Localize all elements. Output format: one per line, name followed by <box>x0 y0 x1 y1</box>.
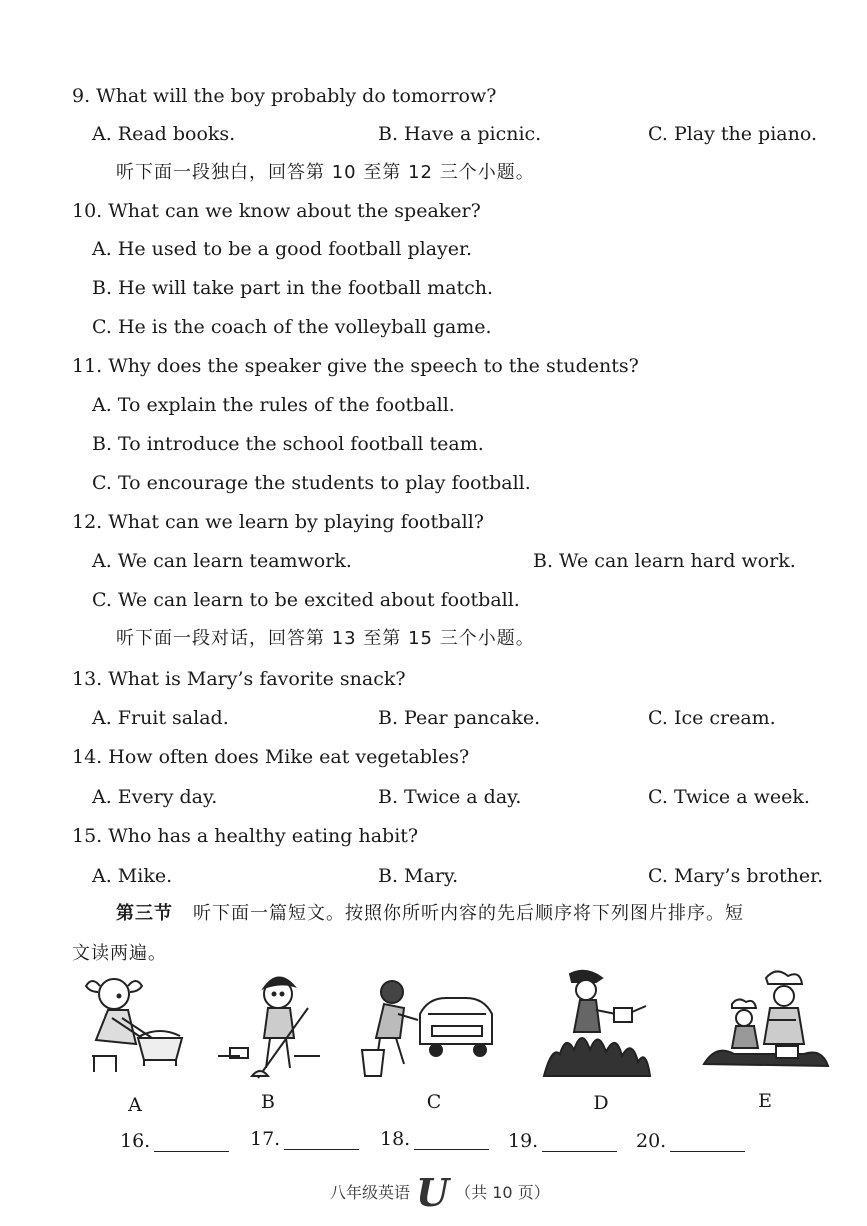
section-3-heading: 第三节 <box>116 903 173 924</box>
question-12-option-c: C. We can learn to be excited about football. <box>92 589 520 611</box>
question-10-option-b: B. He will take part in the football match. <box>92 277 494 299</box>
question-14-option-c: C. Twice a week. <box>648 786 810 808</box>
section-3-instruction <box>116 902 744 926</box>
question-9-stem: 9. What will the boy probably do tomorrow? <box>72 85 497 107</box>
answer-18 <box>380 1128 489 1150</box>
answer-number: 17. <box>250 1128 281 1150</box>
footer-page-count: （共 10 页） <box>455 1183 550 1202</box>
answer-blank-20[interactable] <box>670 1133 745 1152</box>
man-washing-car-icon <box>354 974 494 1082</box>
boy-sweeping-floor-icon <box>218 972 322 1084</box>
question-15-option-b: B. Mary. <box>378 865 459 887</box>
question-12-stem: 12. What can we learn by playing football? <box>72 511 484 533</box>
page-footer <box>330 1170 550 1215</box>
question-9-option-b: B. Have a picnic. <box>378 123 542 145</box>
question-13-option-a: A. Fruit salad. <box>92 707 229 729</box>
instruction-dialogue: 听下面一段对话，回答第 13 至第 15 三个小题。 <box>116 628 535 649</box>
question-10-option-c: C. He is the coach of the volleyball game. <box>92 316 492 338</box>
section-3-text-line2: 文读两遍。 <box>72 943 167 964</box>
picture-label-c: C <box>426 1091 442 1113</box>
answer-number: 20. <box>636 1130 667 1152</box>
question-12-option-b: B. We can learn hard work. <box>533 550 796 572</box>
question-11-option-b: B. To introduce the school football team. <box>92 433 484 455</box>
question-14-option-b: B. Twice a day. <box>378 786 522 808</box>
answer-16 <box>120 1130 229 1152</box>
section-3-text-line1: 听下面一篇短文。按照你所听内容的先后顺序将下列图片排序。短 <box>193 903 744 924</box>
footer-page-mark: U <box>416 1170 450 1215</box>
question-14-option-a: A. Every day. <box>92 786 218 808</box>
answer-20 <box>636 1130 745 1152</box>
instruction-monologue: 听下面一段独白，回答第 10 至第 12 三个小题。 <box>116 162 535 183</box>
question-10-option-a: A. He used to be a good football player. <box>92 238 473 260</box>
answer-19 <box>508 1130 617 1152</box>
picture-label-b: B <box>261 1091 275 1113</box>
question-15-stem: 15. Who has a healthy eating habit? <box>72 825 419 847</box>
answer-number: 19. <box>508 1130 539 1152</box>
children-cooking-icon <box>702 968 830 1078</box>
girl-watering-plants-icon <box>536 968 660 1084</box>
footer-subject: 八年级英语 <box>330 1183 411 1202</box>
picture-label-d: D <box>593 1092 609 1114</box>
question-12-option-a: A. We can learn teamwork. <box>92 550 352 572</box>
girl-washing-clothes-icon <box>78 974 186 1084</box>
answer-number: 18. <box>380 1128 411 1150</box>
question-11-stem: 11. Why does the speaker give the speech to the students? <box>72 355 639 377</box>
picture-label-e: E <box>758 1090 772 1112</box>
question-15-option-c: C. Mary’s brother. <box>648 865 824 887</box>
question-11-option-a: A. To explain the rules of the football. <box>92 394 455 416</box>
answer-17 <box>250 1128 359 1150</box>
question-9-option-c: C. Play the piano. <box>648 123 818 145</box>
answer-blank-16[interactable] <box>154 1133 229 1152</box>
answer-blank-18[interactable] <box>414 1131 489 1150</box>
question-11-option-c: C. To encourage the students to play football. <box>92 472 531 494</box>
question-13-option-c: C. Ice cream. <box>648 707 776 729</box>
question-13-option-b: B. Pear pancake. <box>378 707 541 729</box>
answer-blank-17[interactable] <box>284 1131 359 1150</box>
question-13-stem: 13. What is Mary’s favorite snack? <box>72 668 406 690</box>
answer-number: 16. <box>120 1130 151 1152</box>
question-10-stem: 10. What can we know about the speaker? <box>72 200 481 222</box>
question-14-stem: 14. How often does Mike eat vegetables? <box>72 746 470 768</box>
picture-label-a: A <box>128 1094 142 1116</box>
question-9-option-a: A. Read books. <box>92 123 236 145</box>
question-15-option-a: A. Mike. <box>92 865 173 887</box>
answer-blank-19[interactable] <box>542 1133 617 1152</box>
